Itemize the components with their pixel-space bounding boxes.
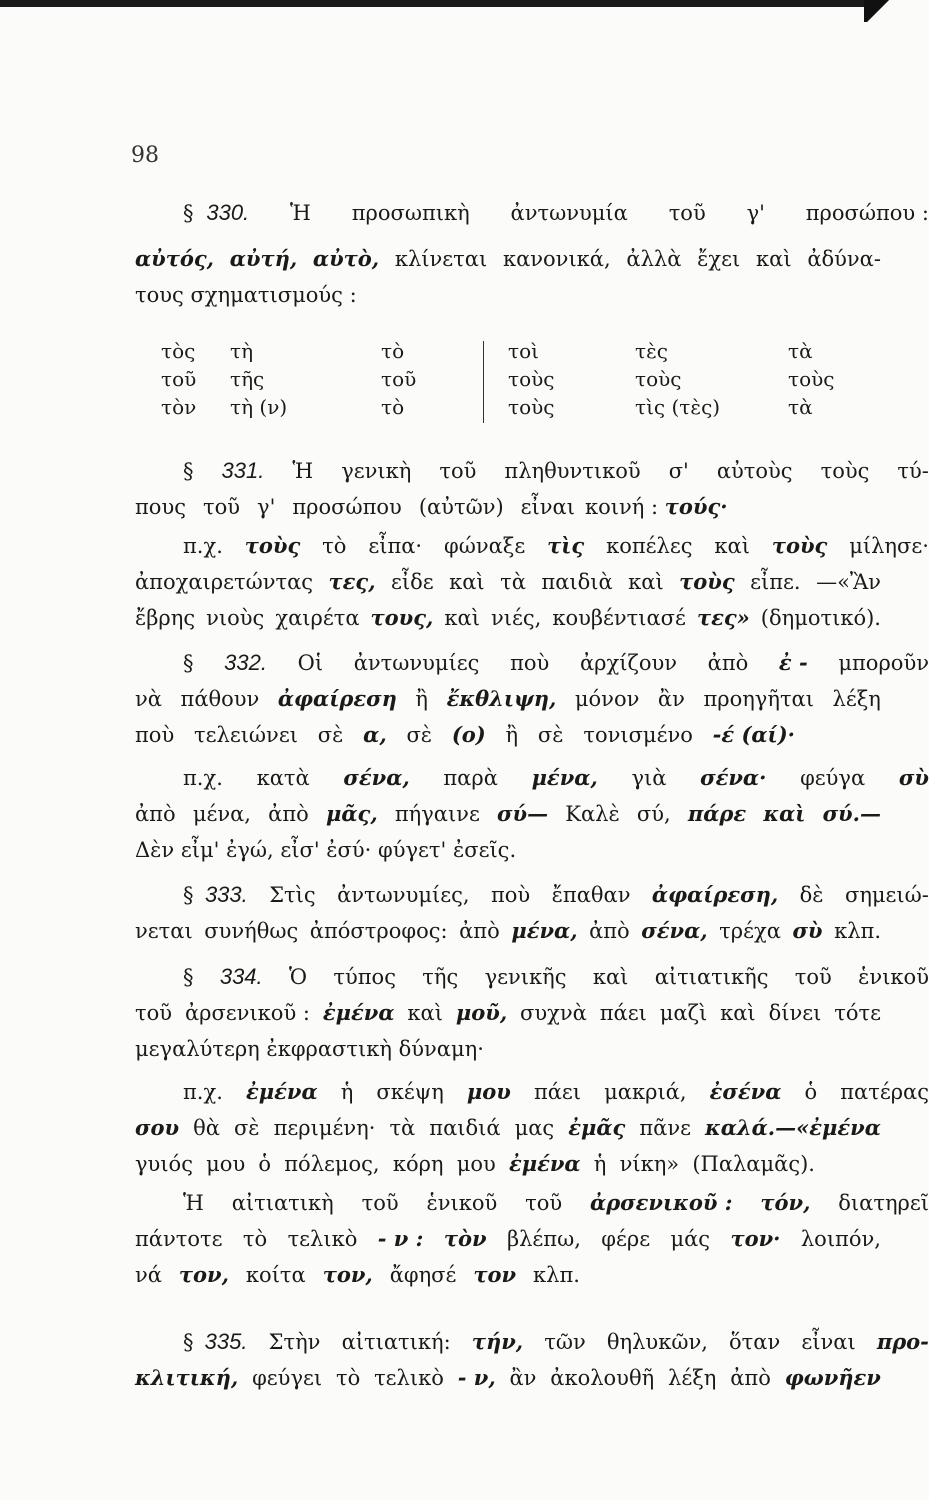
paragraph-332-line-5 [135, 796, 881, 833]
section-number: 334. [219, 964, 263, 989]
paragraph-331-line-5 [135, 600, 881, 637]
word: πους [135, 495, 186, 519]
word: κανονικά, [502, 247, 611, 271]
paragraph-331-line-1 [135, 453, 929, 490]
emphasis-word: τὶς [547, 533, 585, 558]
word: Ὁ [288, 965, 308, 989]
emphasis-word: μοῦ, [455, 1000, 508, 1025]
emphasis-word: (ο) [451, 722, 486, 747]
word: τύ- [897, 459, 929, 483]
word: καὶ [714, 534, 750, 558]
section-mark: § [183, 883, 194, 907]
emphasis-word: σὺ [898, 765, 929, 790]
paragraph-334-line-2 [135, 995, 881, 1032]
word: σύ, [636, 802, 671, 826]
word: ἀκολουθῆ [550, 1366, 655, 1390]
cell: τὴ [230, 339, 254, 363]
word: τῆς [422, 965, 459, 989]
word: μου [206, 1152, 246, 1176]
word: μίλησε· [849, 534, 929, 558]
word: προσωπικὴ [351, 201, 470, 225]
emphasis-word: ἔκθλιψη, [446, 686, 557, 711]
plural-masc-column [508, 337, 554, 421]
word: γ' [257, 495, 276, 519]
word: φώναξε [444, 534, 526, 558]
word: παιδιά [429, 1116, 501, 1140]
word: τὸ [335, 1366, 361, 1390]
emphasis-word: ἐ - [778, 650, 808, 675]
word: προσώπου : [805, 201, 929, 225]
word: τὸ [322, 534, 347, 558]
word: παιδιὰ [541, 570, 613, 594]
word: γυιός [135, 1152, 193, 1176]
emphasis-word: σύ— [497, 801, 549, 826]
word: ἀντωνυμίες [353, 651, 480, 675]
word: κοίτα [245, 1263, 306, 1287]
declension-table [161, 337, 861, 427]
word: ἂν [509, 1366, 537, 1390]
emphasis-word: προ- [876, 1329, 929, 1354]
word: καὶ [449, 570, 485, 594]
word: τοὺς [820, 459, 870, 483]
section-number: 333. [204, 882, 248, 907]
plural-neut-column [788, 337, 834, 421]
emphasis-word: τους, [370, 605, 434, 630]
word: καὶ [407, 1001, 443, 1025]
section-number: 332. [224, 650, 267, 675]
word: μένα, [192, 802, 251, 826]
word: εἶπα· [368, 534, 423, 558]
word: πάει [599, 1001, 647, 1025]
word: μποροῦν [838, 651, 929, 675]
word: εἶδε [391, 570, 434, 594]
word: ἔχει [697, 247, 741, 271]
word: τονισμένο [583, 723, 693, 747]
word: ἡ [340, 1080, 354, 1104]
word: νά [135, 1263, 162, 1287]
word: αἰτιατικῆς [654, 965, 769, 989]
emphasis-word: μένα, [511, 918, 578, 943]
word: τὰ [389, 1116, 416, 1140]
word: πληθυντικοῦ [504, 459, 641, 483]
paragraph-334-line-3: μεγαλύτερη ἐκφραστικὴ δύναμη· [135, 1037, 484, 1061]
word: εἶναι [520, 495, 575, 519]
word: πᾶνε [639, 1116, 691, 1140]
emphasis-word: φωνῆεν [784, 1365, 881, 1390]
word: εἶναι [801, 1330, 856, 1354]
word: λέξη [668, 1366, 717, 1390]
emphasis-word: τοὺς [679, 569, 735, 594]
word: π.χ. [183, 766, 223, 790]
word: κοινή : [585, 495, 659, 519]
word: σκέψη [376, 1080, 444, 1104]
word: γιὰ [631, 766, 667, 790]
word: αἰτιατική: [341, 1330, 451, 1354]
paragraph-334-line-7 [135, 1185, 929, 1222]
word: πάει [533, 1080, 582, 1104]
word: ἀποχαιρετώντας [135, 570, 314, 594]
word: σὲ [537, 723, 564, 747]
paragraph-331-line-3 [135, 528, 929, 565]
emphasis-word: σου [135, 1115, 180, 1140]
emphasis-word: σὺ [792, 918, 823, 943]
cell: τὴ (ν) [230, 395, 288, 419]
emphasis-word: πάρε [687, 801, 747, 826]
cell: τὸ [381, 339, 405, 363]
word: πατέρας [840, 1080, 929, 1104]
emphasis-word: αὐτή, [229, 246, 298, 271]
word: συχνὰ [520, 1001, 587, 1025]
cell: τὰ [788, 339, 813, 363]
word: λέξη [832, 687, 881, 711]
word: π.χ. [183, 1080, 223, 1104]
emphasis-word: τες, [328, 569, 376, 594]
paragraph-332-line-6: Δὲν εἶμ' ἐγώ, εἶσ' ἐσύ· φύγετ' ἐσεῖς. [135, 838, 517, 862]
paragraph-332-line-1 [135, 645, 929, 682]
emphasis-word: ἀφαίρεση, [651, 882, 779, 907]
word: ἑνικοῦ [858, 965, 929, 989]
word: νὰ [135, 687, 162, 711]
singular-masc-column [161, 337, 196, 421]
emphasis-word: καλά.—«ἐμένα [705, 1115, 881, 1140]
word: ἀπὸ [589, 919, 630, 943]
word: κλπ. [533, 1263, 580, 1287]
paragraph-334-line-9 [135, 1257, 580, 1294]
word: τελειώνει [194, 723, 298, 747]
paragraph-334-line-6 [135, 1146, 815, 1183]
cell: τοὺς [508, 367, 555, 391]
emphasis-word: ἐμᾶς [568, 1115, 626, 1140]
word: καὶ [628, 570, 664, 594]
emphasis-word: -έ (αί)· [712, 722, 795, 747]
word: ἄφησέ [389, 1263, 457, 1287]
word: σὲ [317, 723, 344, 747]
column-divider [483, 341, 484, 423]
word: ἢ [415, 687, 429, 711]
word: θὰ [193, 1116, 220, 1140]
word: ἂν [657, 687, 685, 711]
section-number: 335. [204, 1329, 248, 1354]
cell: τὰ [788, 395, 813, 419]
word: λοιπόν, [800, 1227, 881, 1251]
word: γενικῆς [484, 965, 567, 989]
word: μαζὶ [659, 1001, 708, 1025]
word: γ' [746, 201, 765, 225]
emphasis-word: - ν : [377, 1226, 424, 1251]
emphasis-word: καὶ [763, 801, 806, 826]
word: προηγῆται [703, 687, 814, 711]
word: τύπος [333, 965, 396, 989]
word: διατηρεῖ [838, 1191, 929, 1215]
cell: τοὺς [635, 367, 682, 391]
paragraph-332-line-3 [135, 717, 795, 754]
emphasis-word: τὸν [443, 1226, 487, 1251]
section-mark: § [183, 201, 194, 225]
paragraph-334-line-1 [135, 959, 929, 996]
word: —«Ἂν [816, 570, 881, 594]
word: πάθουν [180, 687, 260, 711]
word: ποὺ [490, 883, 531, 907]
emphasis-word: τόν, [760, 1190, 811, 1215]
word: τοῦ [668, 201, 706, 225]
emphasis-word: τες» [696, 605, 750, 630]
word: γενικὴ [341, 459, 412, 483]
word: π.χ. [183, 534, 223, 558]
cell: τῆς [230, 367, 265, 391]
word: μάς [670, 1227, 711, 1251]
word: τοῦ [439, 459, 477, 483]
emphasis-word: κλιτική, [135, 1365, 239, 1390]
emphasis-word: τοὺς [244, 533, 301, 558]
word: τῶν [544, 1330, 586, 1354]
word: ἀλλὰ [626, 247, 682, 271]
cell: τοῦ [381, 367, 417, 391]
cell: τὸ [381, 395, 405, 419]
emphasis-word: ἐμένα [245, 1079, 318, 1104]
word: προσώπου [292, 495, 402, 519]
word: ἀρσενικοῦ : [184, 1001, 310, 1025]
emphasis-word: μᾶς, [326, 801, 378, 826]
word: αὐτοὺς [716, 459, 793, 483]
emphasis-word: τον, [178, 1262, 229, 1287]
cell: τὶς (τὲς) [635, 395, 721, 419]
word: φεύγα [800, 766, 866, 790]
word: τοῦ [135, 1001, 173, 1025]
word: Καλὲ [565, 802, 620, 826]
emphasis-word: ἐσένα [709, 1079, 782, 1104]
word: σ' [668, 459, 689, 483]
word: καὶ [592, 965, 629, 989]
word: κόρη [392, 1152, 444, 1176]
paragraph-332-line-4 [135, 760, 929, 797]
cell: τοὺς [788, 367, 835, 391]
emphasis-word: σένα· [700, 765, 767, 790]
cell: τὸν [161, 395, 197, 419]
word: τὸ [242, 1227, 268, 1251]
emphasis-word: μένα, [531, 765, 598, 790]
emphasis-word: τήν, [471, 1329, 524, 1354]
paragraph-330-line-3: τους σχηματισμούς : [135, 283, 357, 307]
page-number: 98 [131, 143, 159, 168]
word: πήγαινε [394, 802, 480, 826]
word: καὶ [720, 1001, 756, 1025]
section-mark: § [183, 1330, 194, 1354]
word: ἀπὸ [459, 919, 500, 943]
section-mark: § [183, 459, 194, 483]
emphasis-word: ἀφαίρεση [277, 686, 397, 711]
word: ἡ [593, 1152, 607, 1176]
word: θηλυκῶν, [606, 1330, 708, 1354]
page-top-edge [0, 0, 904, 7]
word: συνήθως [204, 919, 299, 943]
emphasis-word: ἀρσενικοῦ : [590, 1190, 733, 1215]
word: πάντοτε [135, 1227, 223, 1251]
word: τοῦ [202, 495, 241, 519]
singular-fem-column [230, 337, 287, 421]
emphasis-word: α, [363, 722, 387, 747]
word: ὅταν [729, 1330, 781, 1354]
word: σὲ [233, 1116, 260, 1140]
word: τοῦ [525, 1191, 563, 1215]
paragraph-331-line-4 [135, 564, 881, 601]
paragraph-330-line-1 [135, 195, 929, 232]
emphasis-word: σύ.— [822, 801, 881, 826]
word: κουβέντιασέ [552, 606, 686, 630]
emphasis-word: ἐμένα [508, 1151, 581, 1176]
section-number: 331. [221, 458, 265, 483]
word: αἰτιατικὴ [231, 1191, 334, 1215]
word: δὲ [799, 883, 824, 907]
word: τελικὸ [287, 1227, 358, 1251]
word: καὶ [444, 606, 480, 630]
word: ἢ [505, 723, 519, 747]
word: ποὺ [135, 723, 175, 747]
cell: τοῦ [161, 367, 197, 391]
cell: τὸς [161, 339, 196, 363]
word: μακριά, [604, 1080, 687, 1104]
word: Στὶς [269, 883, 316, 907]
emphasis-word: τον [473, 1262, 517, 1287]
word: ἀπὸ [268, 802, 309, 826]
paragraph-331-line-2 [135, 489, 575, 526]
singular-neut-column [381, 337, 416, 421]
word: εἶπε. [750, 570, 801, 594]
emphasis-word: τούς· [664, 494, 728, 519]
word: μου [456, 1152, 496, 1176]
word: (Παλαμᾶς). [692, 1152, 815, 1176]
word: κατὰ [256, 766, 310, 790]
word: ἀπόστροφος: [309, 919, 448, 943]
cell: τοὺς [508, 395, 555, 419]
word: ἀπὸ [707, 651, 749, 675]
word: ἑνικοῦ [426, 1191, 498, 1215]
page-corner-shadow [864, 0, 904, 22]
emphasis-word: σένα, [343, 765, 410, 790]
word: πόλεμος, [284, 1152, 380, 1176]
paragraph-335-line-2 [135, 1360, 881, 1397]
word: βλέπω, [506, 1227, 581, 1251]
word: τότε [834, 1001, 881, 1025]
cell: τὲς [635, 339, 668, 363]
word: κλπ. [834, 919, 881, 943]
word: νίκη» [619, 1152, 680, 1176]
emphasis-word: σένα, [641, 918, 708, 943]
word: (αὐτῶν) [418, 495, 504, 519]
word: ἀντωνυμία [510, 201, 628, 225]
word: ἀπὸ [135, 802, 176, 826]
emphasis-word: ἐμένα [322, 1000, 395, 1025]
paragraph-334-line-4 [135, 1074, 929, 1111]
word: νιοὺς [206, 606, 265, 630]
paragraph-330-line-2 [135, 241, 881, 278]
word: καὶ [756, 247, 792, 271]
emphasis-word: τον· [730, 1226, 781, 1251]
section-mark: § [183, 965, 194, 989]
emphasis-word: αὐτός, [135, 246, 214, 271]
paragraph-334-line-5 [135, 1110, 881, 1147]
word: περιμένη· [273, 1116, 376, 1140]
word: ποὺ [510, 651, 550, 675]
paragraph-334-line-8 [135, 1221, 881, 1258]
word: ἀρχίζουν [579, 651, 677, 675]
section-number: 330. [206, 200, 250, 225]
word: τελικὸ [374, 1366, 444, 1390]
word: Ἡ [292, 459, 314, 483]
word: ὁ [804, 1080, 818, 1104]
word: μόνον [574, 687, 640, 711]
paragraph-333-line-2 [135, 913, 881, 950]
word: τοῦ [361, 1191, 399, 1215]
cell: τοὶ [508, 339, 539, 363]
paragraph-331-line-2-end [585, 489, 881, 526]
word: φεύγει [252, 1366, 323, 1390]
emphasis-word: αὐτὸ, [312, 246, 380, 271]
word: τὰ [500, 570, 526, 594]
word: τοῦ [794, 965, 832, 989]
emphasis-word: μου [466, 1079, 511, 1104]
word: ἔπαθαν [551, 883, 631, 907]
paragraph-335-line-1 [135, 1324, 929, 1361]
section-mark: § [183, 651, 194, 675]
word: νεται [135, 919, 193, 943]
word: φέρε [601, 1227, 651, 1251]
word: σημειώ- [844, 883, 929, 907]
emphasis-word: - ν, [457, 1365, 496, 1390]
word: νιές, [490, 606, 542, 630]
paragraph-332-line-2 [135, 681, 881, 718]
word: (δημοτικό). [760, 606, 881, 630]
plural-fem-column [635, 337, 720, 421]
word: Ἡ [290, 201, 311, 225]
word: ἀπὸ [730, 1366, 771, 1390]
word: χαιρέτα [275, 606, 360, 630]
word: ὁ [258, 1152, 272, 1176]
word: παρὰ [443, 766, 498, 790]
word: τρέχα [719, 919, 781, 943]
word: κοπέλες [606, 534, 693, 558]
paragraph-333-line-1 [135, 877, 929, 914]
word: Ἡ [183, 1191, 204, 1215]
word: ἀντωνυμίες, [337, 883, 470, 907]
word: μας [514, 1116, 555, 1140]
emphasis-word: τον, [322, 1262, 373, 1287]
word: κλίνεται [394, 247, 488, 271]
word: Οἱ [297, 651, 324, 675]
word: δίνει [768, 1001, 822, 1025]
word: σὲ [406, 723, 433, 747]
emphasis-word: τοὺς [771, 533, 828, 558]
word: ἀδύνα- [807, 247, 881, 271]
word: Στὴν [268, 1330, 321, 1354]
word: ἔβρης [135, 606, 196, 630]
